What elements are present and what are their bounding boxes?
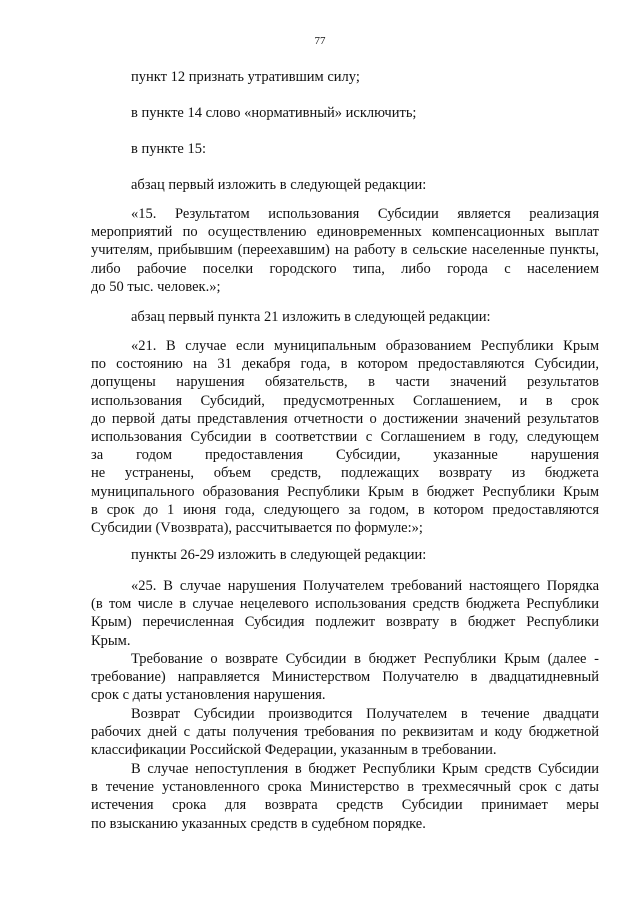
- paragraph-line: либо рабочие поселки городского типа, либо города с населением: [91, 260, 599, 277]
- paragraph-nonreceipt: [91, 760, 599, 833]
- paragraph-line: Требование о возврате Субсидии в бюджет Республики Крым (далее -: [131, 651, 599, 667]
- paragraph-line: не устранены, объем средств, подлежащих возврату из бюджета: [91, 465, 599, 482]
- paragraph-line: в течение установленного срока Министерство в трехмесячный срок с даты: [91, 779, 599, 796]
- paragraph-line: рабочих дней с даты получения требования по реквизитам и коду бюджетной: [91, 724, 599, 741]
- paragraph-line: классификации Российской Федерации, указанным в требовании.: [91, 742, 497, 759]
- paragraph-line: Крым) перечисленная Субсидия подлежит возврату в бюджет Республики: [91, 614, 599, 631]
- item-point-21-intro: абзац первый пункта 21 изложить в следующей редакции:: [131, 309, 491, 325]
- paragraph-line: муниципального образования Республики Крым в бюджет Республики Крым: [91, 483, 599, 500]
- paragraph-line: мероприятий по осуществлению единовременных компенсационных выплат: [91, 224, 599, 241]
- paragraph-line: в срок до 1 июня года, следующего за годом, в котором предоставляются: [91, 501, 599, 518]
- paragraph-return: [91, 705, 599, 760]
- paragraph-line: Возврат Субсидии производится Получателем в течение двадцати: [131, 706, 599, 722]
- item-point-15: в пункте 15:: [131, 141, 207, 157]
- paragraph-line: требование) направляется Министерством Получателю в двадцатидневный: [91, 669, 599, 686]
- paragraph-line: Субсидии (Vвозврата), рассчитывается по формуле:»;: [91, 519, 423, 536]
- paragraph-line: использования Субсидий, предусмотренных Соглашением, и в срок: [91, 392, 599, 409]
- page-number: 77: [314, 35, 326, 47]
- paragraph-line: допущены нарушения обязательств, в части значений результатов: [91, 374, 599, 391]
- paragraph-25: [91, 577, 599, 650]
- paragraph-line: до 50 тыс. человек.»;: [91, 278, 221, 295]
- paragraph-line: срок с даты установления нарушения.: [91, 687, 326, 704]
- paragraph-line: «21. В случае если муниципальным образованием Республики Крым: [131, 338, 599, 354]
- paragraph-line: по взысканию указанных средств в судебном порядке.: [91, 815, 426, 832]
- item-points-26-29-intro: пункты 26-29 изложить в следующей редакции:: [131, 547, 427, 563]
- paragraph-line: по состоянию на 31 декабря года, в котором предоставляются Субсидии,: [91, 356, 599, 373]
- paragraph-line: до первой даты представления отчетности о достижении значений результатов: [91, 410, 599, 427]
- paragraph-line: «15. Результатом использования Субсидии является реализация: [131, 206, 599, 222]
- paragraph-line: учителям, прибывшим (переехавшим) на работу в сельские населенные пункты,: [91, 242, 599, 259]
- paragraph-line: истечения срока для возврата средств Субсидии принимает меры: [91, 797, 599, 814]
- paragraph-15: [91, 205, 599, 296]
- paragraph-demand: [91, 650, 599, 705]
- paragraph-line: за годом предоставления Субсидии, указанные нарушения: [91, 447, 599, 464]
- paragraph-21: [91, 337, 599, 537]
- paragraph-line: В случае непоступления в бюджет Республики Крым средств Субсидии: [131, 761, 599, 777]
- item-point-14: в пункте 14 слово «нормативный» исключить;: [131, 105, 417, 121]
- paragraph-line: (в том числе в случае нецелевого использования средств бюджета Республики: [91, 596, 599, 613]
- item-first-paragraph-intro: абзац первый изложить в следующей редакции:: [131, 177, 427, 193]
- paragraph-line: «25. В случае нарушения Получателем требований настоящего Порядка: [131, 578, 599, 594]
- paragraph-line: Крым.: [91, 632, 131, 649]
- item-point-12: пункт 12 признать утратившим силу;: [131, 69, 360, 85]
- paragraph-line: использования Субсидии в соответствии с Соглашением в году, следующем: [91, 428, 599, 445]
